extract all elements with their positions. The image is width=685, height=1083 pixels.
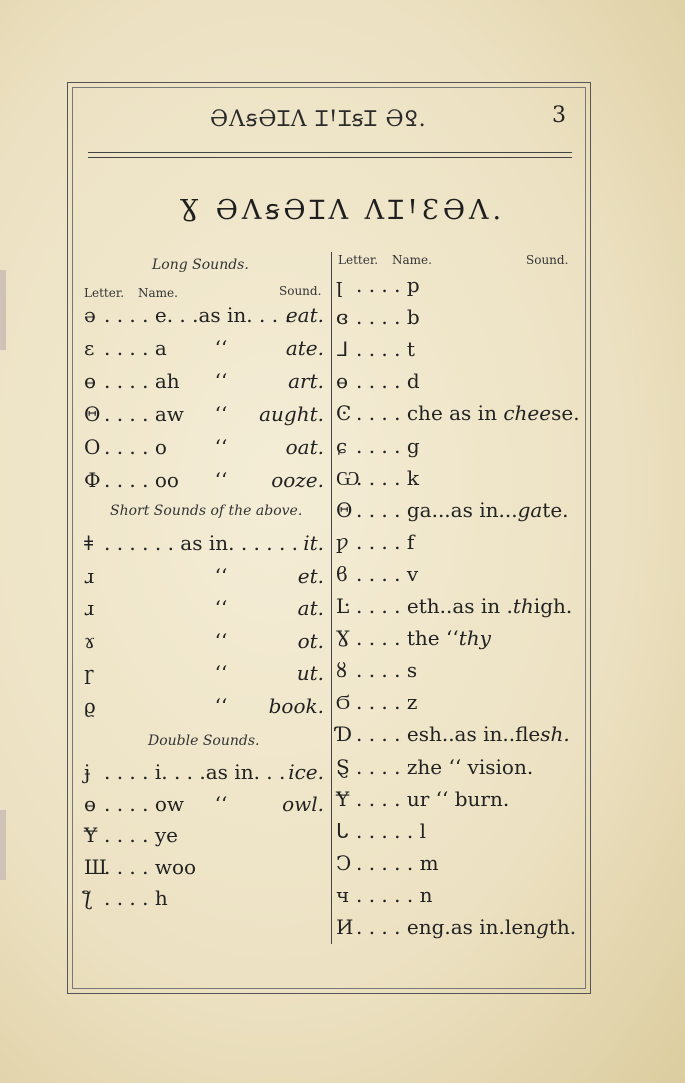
letter-row: [84, 883, 324, 913]
example-sound: book.: [268, 693, 324, 718]
letter-glyph: ǂ: [84, 531, 94, 555]
example-sound: ice.: [288, 760, 324, 784]
letter-glyph: Ȿ: [336, 754, 350, 779]
letter-row: [336, 559, 572, 589]
ditto-mark: ‘‘: [214, 693, 228, 718]
letter-name: . . . . woo: [104, 854, 197, 879]
ditto-mark: ‘‘: [214, 468, 228, 492]
letter-name: . . . . i. . . .as in. . .: [104, 760, 286, 784]
letter-description: . . . . eth..as in .thigh.: [356, 594, 573, 618]
letter-description: . . . . the ‘‘thy: [356, 626, 491, 651]
letter-glyph: Ш: [84, 854, 107, 879]
letter-row: [84, 789, 324, 819]
letter-row: [336, 591, 572, 621]
letter-row: [336, 334, 572, 364]
letter-glyph: ᒐ: [336, 818, 349, 843]
ditto-mark: ‘‘: [214, 402, 228, 426]
col-name: Name.: [392, 253, 432, 267]
ditto-mark: ‘‘: [214, 369, 228, 393]
letter-row: [84, 593, 324, 623]
ditto-mark: ‘‘: [214, 661, 228, 685]
letter-name: . . . . e. . .as in. . . .: [104, 303, 291, 327]
letter-glyph: Ɏ: [336, 786, 350, 811]
example-sound: at.: [297, 596, 324, 620]
letter-row: [336, 270, 572, 300]
letter-row: [336, 752, 572, 782]
letter-description: . . . . s: [356, 658, 418, 683]
col-letter: Letter.: [84, 286, 125, 300]
letter-glyph: Θ: [336, 497, 353, 522]
letter-row: [336, 463, 572, 493]
example-sound: ate.: [285, 336, 324, 360]
letter-description: . . . . esh..as in..flesh.: [356, 722, 570, 747]
letter-row: [84, 528, 324, 558]
letter-name: . . . . . . as in. . . . . .: [104, 531, 299, 555]
letter-description: . . . . g: [356, 433, 420, 458]
ditto-mark: ‘‘: [214, 435, 228, 459]
alphabet-title: Ɣ ƏɅꞩƏꞮɅ ɅꞮꞋƐƏɅ.: [179, 195, 506, 226]
letter-row: [336, 302, 572, 332]
letter-glyph: Ɣ: [336, 626, 351, 651]
header-rule: [88, 157, 572, 158]
emphasized-sound: thy: [458, 626, 491, 651]
letter-glyph: ƿ: [336, 529, 349, 554]
header-rule: [88, 152, 572, 153]
letter-row: [84, 333, 324, 363]
emphasized-sound: sh.: [540, 722, 570, 747]
letter-glyph: Ŀ: [336, 594, 350, 618]
letter-row: [84, 757, 324, 787]
ditto-mark: ‘‘: [214, 628, 228, 653]
letter-name: . . . . aw: [104, 402, 184, 426]
letter-glyph: И: [336, 915, 354, 939]
example-sound: ooze.: [271, 468, 324, 492]
col-sound: Sound.: [279, 284, 322, 298]
letter-name: . . . . oo: [104, 468, 179, 492]
letter-glyph: ɉ: [84, 760, 91, 784]
letter-description: . . . . b: [356, 305, 420, 330]
letter-glyph: ɵ: [336, 369, 349, 394]
letter-row: [84, 561, 324, 591]
emphasized-sound: th: [512, 594, 534, 618]
letter-row: [336, 495, 572, 525]
emphasized-sound: ga: [517, 497, 543, 522]
letter-row: [336, 912, 577, 942]
letter-description: . . . . . n: [356, 882, 433, 907]
letter-description: . . . . k: [356, 465, 419, 490]
letter-description: . . . . eng.as in.length.: [356, 915, 577, 939]
ditto-mark: ‘‘: [214, 336, 228, 360]
letter-row: [84, 820, 324, 850]
letter-glyph: Ɏ: [84, 823, 98, 847]
letter-glyph: Ͼ: [336, 401, 352, 426]
letter-name: . . . . ow: [104, 791, 185, 816]
letter-description: . . . . f: [356, 529, 415, 554]
letter-row: [336, 848, 572, 878]
letter-name: . . . . ah: [104, 369, 180, 393]
running-header: ƏɅꞩƏꞮɅ ꞮꞋꞮꞩꞮ ƏꝾ.: [210, 107, 427, 132]
letter-name: . . . . h: [104, 886, 168, 910]
letter-glyph: ə: [84, 303, 96, 327]
letter-glyph: Ѡ: [336, 465, 360, 490]
letter-description: . . . . ga...as in...gate.: [356, 497, 569, 522]
letter-row: [336, 719, 572, 749]
letter-name: . . . . o: [104, 435, 167, 459]
letter-glyph: ɛ: [84, 336, 95, 360]
letter-row: [84, 300, 324, 330]
letter-row: [84, 852, 324, 882]
example-sound: owl.: [282, 791, 324, 816]
long-sounds-heading: Long Sounds.: [152, 257, 249, 273]
letter-glyph: ɹ: [84, 563, 95, 588]
letter-glyph: ɹ: [84, 596, 95, 620]
col-name: Name.: [138, 286, 178, 300]
emphasized-sound: g: [536, 915, 549, 939]
example-sound: ut.: [296, 661, 324, 685]
example-sound: eat.: [285, 303, 324, 327]
letter-row: [336, 623, 572, 653]
letter-glyph: ɵ: [84, 369, 97, 393]
example-sound: ot.: [297, 628, 324, 653]
letter-glyph: Ф: [84, 468, 101, 492]
page-edge-tab: [0, 270, 6, 350]
letter-glyph: ɕ: [336, 433, 348, 458]
col-letter: Letter.: [338, 253, 379, 267]
letter-glyph: Ͻ: [336, 850, 352, 875]
page-number: 3: [552, 103, 566, 128]
letter-glyph: Ϭ: [336, 690, 350, 715]
letter-description: . . . . che as in cheese.: [356, 401, 580, 426]
letter-description: . . . . . l: [356, 818, 426, 843]
emphasized-sound: chee: [503, 401, 552, 426]
letter-row: [336, 687, 572, 717]
letter-glyph: Θ: [84, 402, 101, 426]
ditto-mark: ‘‘: [214, 563, 228, 588]
letter-glyph: ƪ: [84, 886, 91, 910]
letter-row: [84, 366, 324, 396]
letter-description: . . . . z: [356, 690, 418, 715]
letter-row: [336, 527, 572, 557]
letter-glyph: ᒧ: [336, 337, 349, 362]
example-sound: art.: [288, 369, 324, 393]
letter-row: [84, 432, 324, 462]
letter-row: [84, 399, 324, 429]
example-sound: aught.: [259, 402, 324, 426]
page-edge-tab: [0, 810, 6, 880]
example-sound: it.: [303, 531, 324, 555]
letter-row: [84, 626, 324, 656]
letter-row: [84, 658, 324, 688]
letter-row: [336, 880, 572, 910]
letter-description: . . . . v: [356, 561, 419, 586]
letter-glyph: Ɗ: [336, 722, 353, 747]
letter-description: . . . . t: [356, 337, 415, 362]
letter-name: . . . . ye: [104, 823, 178, 847]
letter-description: . . . . ur ‘‘ burn.: [356, 786, 510, 811]
letter-row: [336, 431, 572, 461]
letter-row: [336, 816, 572, 846]
letter-row: [336, 366, 572, 396]
letter-glyph: O: [84, 435, 101, 459]
double-sounds-heading: Double Sounds.: [148, 733, 260, 749]
letter-glyph: ɞ: [336, 305, 349, 330]
example-sound: et.: [297, 563, 324, 588]
example-sound: oat.: [285, 435, 324, 459]
letter-name: . . . . a: [104, 336, 167, 360]
letter-row: [84, 465, 324, 495]
letter-glyph: ɵ: [84, 791, 97, 816]
letter-glyph: ꞁ: [336, 273, 343, 297]
letter-row: [336, 398, 580, 428]
column-divider: [331, 252, 332, 944]
letter-row: [336, 655, 572, 685]
letter-glyph: ϱ: [84, 693, 96, 718]
letter-description: . . . . d: [356, 369, 420, 394]
short-sounds-heading: Short Sounds of the above.: [110, 503, 303, 519]
letter-description: . . . . p: [356, 273, 420, 297]
ditto-mark: ‘‘: [214, 791, 228, 816]
letter-glyph: ɼ: [84, 661, 94, 685]
letter-row: [84, 691, 324, 721]
letter-description: . . . . . m: [356, 850, 439, 875]
letter-description: . . . . zhe ‘‘ vision.: [356, 754, 534, 779]
letter-glyph: ɤ: [84, 628, 96, 653]
letter-glyph: ч: [336, 882, 350, 907]
letter-row: [336, 784, 572, 814]
letter-glyph: ȣ: [336, 658, 348, 683]
letter-glyph: ϐ: [336, 561, 348, 586]
ditto-mark: ‘‘: [214, 596, 228, 620]
col-sound: Sound.: [526, 253, 569, 267]
